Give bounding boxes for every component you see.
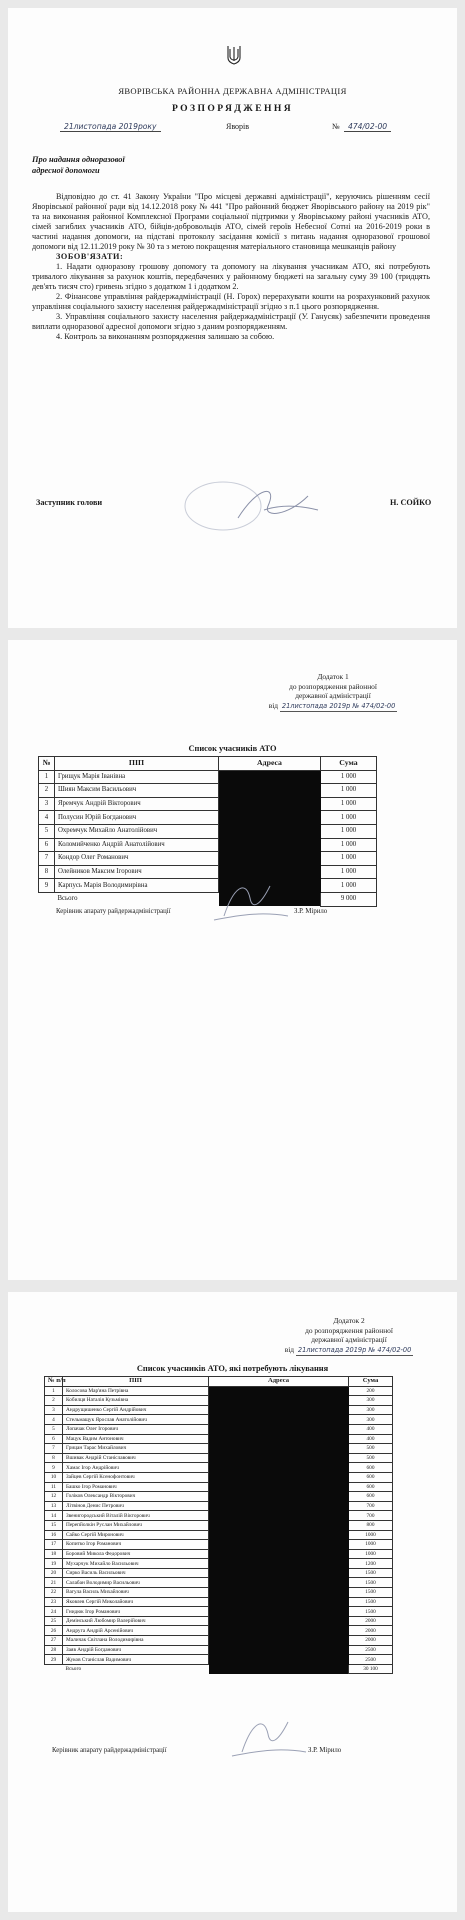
table-row — [39, 770, 377, 784]
participant-name: Стельмащук Ярослав Анатолійович — [63, 1415, 209, 1425]
column-header: Адреса — [219, 757, 321, 771]
amount-cell: 1000 — [349, 1540, 393, 1550]
amount-cell: 600 — [349, 1492, 393, 1502]
amount-cell: 1000 — [349, 1549, 393, 1559]
table-row — [45, 1568, 393, 1578]
table-row — [45, 1396, 393, 1406]
participant-name: Олейников Максим Ігорович — [55, 865, 219, 879]
annex-line: державної адміністрації — [311, 1335, 387, 1345]
address-redacted — [219, 770, 321, 784]
address-redacted — [209, 1616, 349, 1626]
participant-name: Вагула Василь Михайлович — [63, 1588, 209, 1598]
amount-cell: 1500 — [349, 1597, 393, 1607]
address-redacted — [219, 852, 321, 866]
amount-cell: 2000 — [349, 1636, 393, 1646]
column-header: Сума — [321, 757, 377, 771]
amount-cell: 800 — [349, 1520, 393, 1530]
row-number: 2 — [39, 784, 55, 798]
table-row — [45, 1482, 393, 1492]
address-redacted — [209, 1664, 349, 1674]
table-row — [45, 1434, 393, 1444]
row-number: 5 — [39, 824, 55, 838]
page-annex-1 — [8, 640, 457, 1280]
row-number: 3 — [39, 797, 55, 811]
row-number: 14 — [45, 1511, 63, 1521]
annex-from: від — [268, 700, 279, 710]
order-item: 2. Фінансове управління райдержадміністрації (Н. Горох) перерахувати кошти на розрахунковий рахунок управління соціального захисту населення райдержадміністрації згідно з п.1 цього розпорядження. — [32, 292, 430, 311]
amount-cell: 1200 — [349, 1559, 393, 1569]
annex-title: Додаток 1 — [317, 672, 349, 681]
address-redacted — [209, 1482, 349, 1492]
address-redacted — [209, 1655, 349, 1665]
row-number: 17 — [45, 1540, 63, 1550]
participant-name: Салабан Володимир Васильович — [63, 1578, 209, 1588]
amount-cell: 1 000 — [321, 852, 377, 866]
address-redacted — [219, 811, 321, 825]
address-redacted — [209, 1453, 349, 1463]
address-redacted — [209, 1578, 349, 1588]
amount-cell: 700 — [349, 1511, 393, 1521]
amount-cell: 1 000 — [321, 811, 377, 825]
footer-name: З.Р. Мірило — [308, 1747, 342, 1754]
table-row — [45, 1453, 393, 1463]
table-row — [45, 1559, 393, 1569]
amount-cell: 1 000 — [321, 865, 377, 879]
participant-name: Вшивак Андрій Станіславович — [63, 1453, 209, 1463]
participant-name: Шиян Максим Васильович — [55, 784, 219, 798]
list-title: Список учасників АТО — [188, 744, 277, 753]
column-header: ПІП — [63, 1377, 209, 1387]
row-number: 22 — [45, 1588, 63, 1598]
table-header-row — [39, 757, 377, 771]
address-redacted — [209, 1626, 349, 1636]
table-row — [45, 1597, 393, 1607]
address-redacted — [209, 1636, 349, 1646]
address-redacted — [209, 1559, 349, 1569]
total-label: Всього — [65, 1666, 82, 1673]
column-header: Сума — [349, 1377, 393, 1387]
order-body — [32, 192, 430, 342]
table-row — [45, 1540, 393, 1550]
annex-from: від — [284, 1344, 295, 1354]
oblige-heading: ЗОБОВ'ЯЗАТИ: — [56, 252, 124, 261]
address-redacted — [219, 838, 321, 852]
table-row — [45, 1463, 393, 1473]
amount-cell: 300 — [349, 1415, 393, 1425]
address-redacted — [209, 1520, 349, 1530]
participant-name: Голіков Олександр Вікторович — [63, 1492, 209, 1502]
row-number: 8 — [39, 865, 55, 879]
row-number: 1 — [39, 770, 55, 784]
amount-cell: 1 000 — [321, 784, 377, 798]
table-row — [45, 1472, 393, 1482]
annex-date-row — [218, 701, 448, 713]
table-row — [39, 784, 377, 798]
order-number: 474/02-00 — [344, 122, 391, 132]
table-row — [45, 1549, 393, 1559]
address-redacted — [209, 1645, 349, 1655]
participant-name: Копитко Ігор Романович — [63, 1540, 209, 1550]
row-number: 4 — [45, 1415, 63, 1425]
trident-emblem-icon — [227, 45, 241, 65]
column-header: № п/п — [45, 1377, 63, 1387]
participant-name: Охремчук Михайло Анатолійович — [55, 824, 219, 838]
table-row — [39, 797, 377, 811]
annex-date: 21листопада 2019р № 474/02-00 — [280, 702, 397, 713]
address-redacted — [209, 1405, 349, 1415]
order-subject — [32, 154, 142, 176]
table-row — [45, 1607, 393, 1617]
participant-name: Мацук Вадим Антонович — [63, 1434, 209, 1444]
amount-cell: 400 — [349, 1424, 393, 1434]
treatment-table — [44, 1376, 393, 1674]
row-number: 6 — [39, 838, 55, 852]
row-number: 12 — [45, 1492, 63, 1502]
page-annex-2 — [8, 1292, 457, 1912]
order-city: Яворів — [226, 122, 250, 131]
total-label: Всього — [57, 895, 78, 903]
row-number: 6 — [45, 1434, 63, 1444]
amount-cell: 1500 — [349, 1578, 393, 1588]
participant-name: Перепйолкін Руслан Михайлович — [63, 1520, 209, 1530]
annex-line: державної адміністрації — [295, 691, 371, 701]
amount-cell: 1000 — [349, 1530, 393, 1540]
footer-position: Керівник апарату райдержадміністрації — [56, 908, 171, 915]
participant-name: Мухарчук Михайло Васильович — [63, 1559, 209, 1569]
table-row — [39, 852, 377, 866]
participant-name: Полусин Юрій Богданович — [55, 811, 219, 825]
row-number: 27 — [45, 1636, 63, 1646]
amount-cell: 1 000 — [321, 770, 377, 784]
table-row — [45, 1444, 393, 1454]
amount-cell: 300 — [349, 1405, 393, 1415]
table-row — [45, 1655, 393, 1665]
participant-name: Боровий Микола Федорович — [63, 1549, 209, 1559]
table-header-row — [45, 1377, 393, 1387]
total-amount: 30 100 — [349, 1664, 393, 1674]
participant-name: Карпусь Марія Володимирівна — [55, 879, 219, 893]
address-redacted — [209, 1444, 349, 1454]
table-row — [45, 1636, 393, 1646]
address-redacted — [209, 1540, 349, 1550]
amount-cell: 1500 — [349, 1588, 393, 1598]
row-number: 7 — [45, 1444, 63, 1454]
row-number: 10 — [45, 1472, 63, 1482]
participant-name: Гнидюк Ігор Романович — [63, 1607, 209, 1617]
row-number: 26 — [45, 1626, 63, 1636]
row-number: 16 — [45, 1530, 63, 1540]
address-redacted — [209, 1588, 349, 1598]
amount-cell: 300 — [349, 1396, 393, 1406]
participant-name: Зайцев Сергій Ксенофонтович — [63, 1472, 209, 1482]
address-redacted — [209, 1415, 349, 1425]
address-redacted — [209, 1501, 349, 1511]
table-row — [45, 1645, 393, 1655]
participant-name: Кобилця Наталія Кузьмівна — [63, 1396, 209, 1406]
row-number: 8 — [45, 1453, 63, 1463]
participant-name: Жуков Станіслав Вадимович — [63, 1655, 209, 1665]
row-number: 11 — [45, 1482, 63, 1492]
row-number: 15 — [45, 1520, 63, 1530]
amount-cell: 200 — [349, 1386, 393, 1396]
row-number: 19 — [45, 1559, 63, 1569]
table-row — [45, 1501, 393, 1511]
annex-line: до розпорядження районної — [305, 1325, 393, 1335]
table-row — [39, 811, 377, 825]
row-number: 24 — [45, 1607, 63, 1617]
table-row — [45, 1616, 393, 1626]
signer-position: Заступник голови — [36, 498, 103, 507]
amount-cell: 600 — [349, 1463, 393, 1473]
row-number: 7 — [39, 852, 55, 866]
annex-title: Додаток 2 — [333, 1316, 365, 1325]
order-item: 4. Контроль за виконанням розпорядження залишаю за собою. — [56, 332, 275, 341]
list-title: Список учасників АТО, які потребують лікування — [136, 1364, 329, 1373]
address-redacted — [209, 1568, 349, 1578]
row-number: 4 — [39, 811, 55, 825]
participant-name: Колосова Мар'яна Петрівна — [63, 1386, 209, 1396]
table-row — [45, 1626, 393, 1636]
table-row — [45, 1511, 393, 1521]
participant-name: Андруга Андрій Арсенійович — [63, 1626, 209, 1636]
address-redacted — [219, 797, 321, 811]
table-row — [39, 824, 377, 838]
participant-name: Сирко Василь Васильович — [63, 1568, 209, 1578]
row-number: 29 — [45, 1655, 63, 1665]
address-redacted — [209, 1530, 349, 1540]
amount-cell: 1 000 — [321, 824, 377, 838]
address-redacted — [209, 1424, 349, 1434]
annex-header — [218, 672, 448, 712]
amount-cell: 1 000 — [321, 838, 377, 852]
column-header: Адреса — [209, 1377, 349, 1387]
total-amount: 9 000 — [321, 892, 377, 906]
table-row — [39, 838, 377, 852]
subject-line: Про надання одноразової — [32, 155, 125, 164]
row-number: 20 — [45, 1568, 63, 1578]
address-redacted — [219, 824, 321, 838]
administration-name: ЯВОРІВСЬКА РАЙОННА ДЕРЖАВНА АДМІНІСТРАЦІЯ — [118, 86, 347, 96]
participant-name: Демінський Любомир Валерійович — [63, 1616, 209, 1626]
amount-cell: 600 — [349, 1472, 393, 1482]
table-row — [45, 1578, 393, 1588]
amount-cell: 1 000 — [321, 879, 377, 893]
amount-cell: 2000 — [349, 1626, 393, 1636]
signature-icon — [204, 876, 294, 926]
document-type: РОЗПОРЯДЖЕННЯ — [171, 103, 294, 114]
participant-name: Яковлев Сергій Миколайович — [63, 1597, 209, 1607]
column-header: № — [39, 757, 55, 771]
table-row — [45, 1492, 393, 1502]
table-row — [45, 1415, 393, 1425]
signature-icon — [222, 1712, 312, 1762]
order-item: 3. Управління соціального захисту населення райдержадміністрації (У. Ганусяк) забезпечити проведення виплати одноразової адресної допомоги згідно з даним розпорядженням. — [32, 312, 430, 331]
address-redacted — [209, 1511, 349, 1521]
address-redacted — [209, 1386, 349, 1396]
participant-name: Сайко Сергій Миронович — [63, 1530, 209, 1540]
table-row — [45, 1424, 393, 1434]
participant-name: Заяв Андрій Богданович — [63, 1645, 209, 1655]
preamble: Відповідно до ст. 41 Закону України "Про місцеві державні адміністрації", керуючись рішенням сесії Яворівської районної ради від 14.12.2018 року № 441 "Про районний бюджет Яворівського району на 2019 рік" та на виконання районної Комплексної Програми соціальної підтримки у Яворівському районі учасників АТО, сімей загиблих учасників АТО, бійців-добровольців АТО, сімей героїв Небесної Сотні на 2016-2019 роки в частині надання допомоги, на підставі протоколу засідання комісії з питань надання одноразової грошової допомоги від 12.11.2019 року № 30 та з метою покращення матеріального становища мешканців району — [32, 192, 430, 251]
annex-date-row — [244, 1345, 454, 1357]
amount-cell: 1 000 — [321, 797, 377, 811]
row-number: 21 — [45, 1578, 63, 1588]
address-redacted — [219, 784, 321, 798]
address-redacted — [209, 1492, 349, 1502]
participant-name: Коломийченко Андрій Анатолійович — [55, 838, 219, 852]
column-header: ПІП — [55, 757, 219, 771]
participant-name: Башко Ігор Романович — [63, 1482, 209, 1492]
table-row — [45, 1588, 393, 1598]
row-number: 28 — [45, 1645, 63, 1655]
participant-name: Маличак Світлана Володимирівна — [63, 1636, 209, 1646]
address-redacted — [209, 1607, 349, 1617]
participant-name: Лопачак Олег Ігорович — [63, 1424, 209, 1434]
participant-name: Грищук Марія Іванівна — [55, 770, 219, 784]
row-number: 9 — [39, 879, 55, 893]
order-date: 21листопада 2019року — [60, 122, 161, 132]
signature-icon — [168, 476, 338, 536]
annex-line: до розпорядження районної — [289, 681, 377, 691]
amount-cell: 2000 — [349, 1616, 393, 1626]
amount-cell: 500 — [349, 1453, 393, 1463]
table-row — [45, 1405, 393, 1415]
address-redacted — [209, 1472, 349, 1482]
address-redacted — [209, 1434, 349, 1444]
participant-name: Яремчук Андрій Вікторович — [55, 797, 219, 811]
row-number: 3 — [45, 1405, 63, 1415]
address-redacted — [209, 1597, 349, 1607]
amount-cell: 600 — [349, 1482, 393, 1492]
table-row — [45, 1530, 393, 1540]
participant-name: Літвінов Денис Петрович — [63, 1501, 209, 1511]
amount-cell: 2500 — [349, 1655, 393, 1665]
amount-cell: 700 — [349, 1501, 393, 1511]
row-number: 25 — [45, 1616, 63, 1626]
order-number-label: № — [332, 122, 340, 131]
amount-cell: 1500 — [349, 1607, 393, 1617]
footer-position: Керівник апарату райдержадміністрації — [52, 1747, 167, 1754]
participant-name: Грицан Тарас Михайлович — [63, 1444, 209, 1454]
annex-header — [244, 1316, 454, 1356]
participant-name: Андрущишенко Сергій Андрійович — [63, 1405, 209, 1415]
subject-line: адресної допомоги — [32, 166, 100, 175]
row-number: 23 — [45, 1597, 63, 1607]
row-number: 5 — [45, 1424, 63, 1434]
table-row — [45, 1386, 393, 1396]
annex-date: 21листопада 2019р № 474/02-00 — [296, 1346, 413, 1357]
footer-name: З.Р. Мірило — [294, 908, 328, 915]
address-redacted — [209, 1396, 349, 1406]
total-spacer — [45, 1664, 63, 1674]
address-redacted — [209, 1463, 349, 1473]
page-order — [8, 8, 457, 628]
total-spacer — [39, 892, 55, 906]
amount-cell: 500 — [349, 1444, 393, 1454]
signer-name: Н. СОЙКО — [390, 498, 432, 507]
row-number: 1 — [45, 1386, 63, 1396]
total-row — [45, 1664, 393, 1674]
order-item: 1. Надати одноразову грошову допомогу та допомогу на лікування учасникам АТО, які потребують тривалого лікування за рахунок коштів, передбачених у районному бюджеті на загальну суму 39 100 (тридцять дев'ять тисяч сто) гривень згідно з додатком 1 і додатком 2. — [32, 262, 430, 291]
row-number: 13 — [45, 1501, 63, 1511]
participant-name: Хамас Ігор Андрійович — [63, 1463, 209, 1473]
participant-name: Звенигородський Віталій Вікторович — [63, 1511, 209, 1521]
row-number: 9 — [45, 1463, 63, 1473]
amount-cell: 1500 — [349, 1568, 393, 1578]
address-redacted — [209, 1549, 349, 1559]
row-number: 2 — [45, 1396, 63, 1406]
amount-cell: 400 — [349, 1434, 393, 1444]
table-row — [45, 1520, 393, 1530]
row-number: 18 — [45, 1549, 63, 1559]
amount-cell: 2500 — [349, 1645, 393, 1655]
participant-name: Кондор Олег Романович — [55, 852, 219, 866]
